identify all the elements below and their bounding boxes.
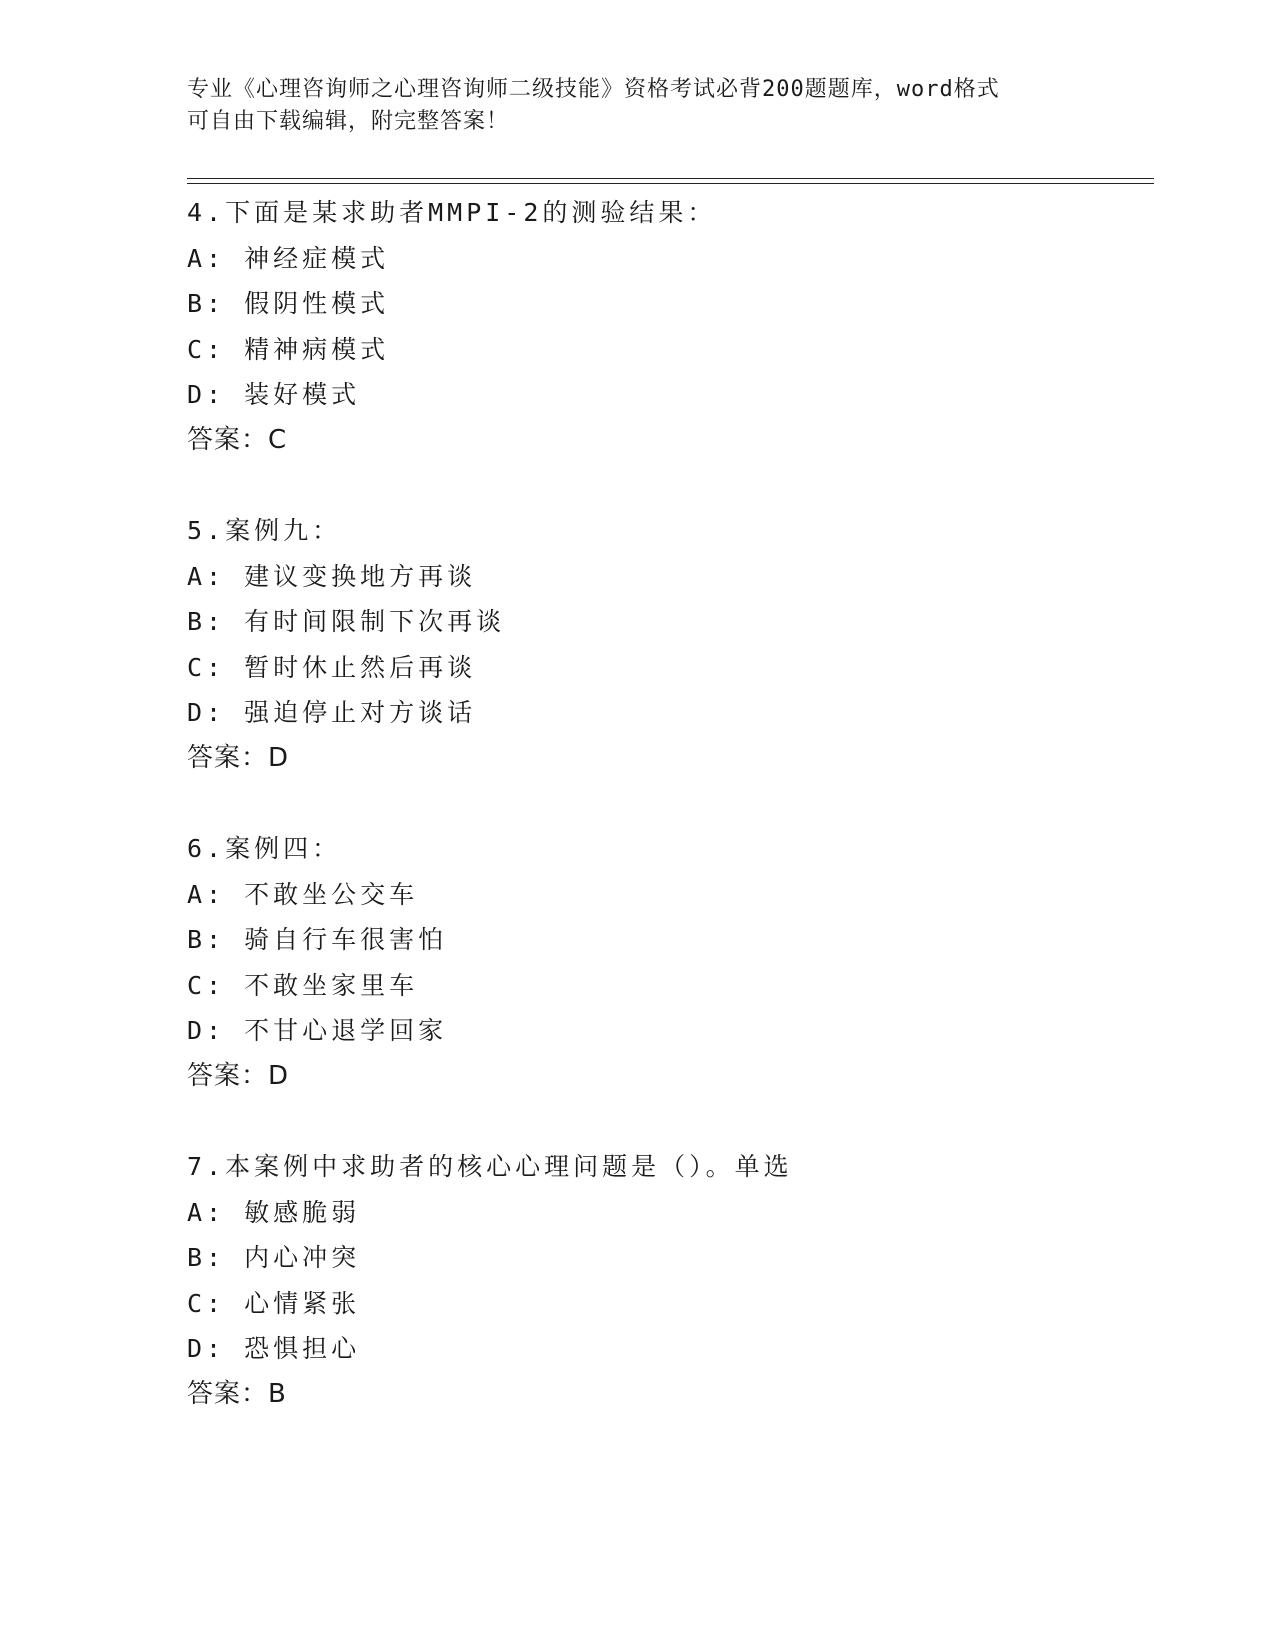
option-c: C: 心情紧张 xyxy=(187,1288,361,1318)
question-stem: 5.案例九： xyxy=(187,516,342,545)
header-line-2: 可自由下载编辑，附完整答案！ xyxy=(187,109,510,134)
question-item xyxy=(187,1144,1147,1417)
answer-line: 答案：C xyxy=(187,424,288,455)
option-c: C: 精神病模式 xyxy=(187,334,390,364)
question-item xyxy=(187,190,1147,463)
option-a: A: 敏感脆弱 xyxy=(187,1197,361,1227)
question-stem: 6.案例四： xyxy=(187,834,342,863)
question-item xyxy=(187,508,1147,781)
option-d: D: 恐惧担心 xyxy=(187,1334,361,1363)
answer-line: 答案：B xyxy=(187,1378,287,1409)
header-divider-bottom xyxy=(187,183,1154,184)
question-stem: 4.下面是某求助者MMPI-2的测验结果： xyxy=(187,198,717,227)
header-line-1: 专业《心理咨询师之心理咨询师二级技能》资格考试必背200题题库，word格式 xyxy=(187,77,1000,102)
question-stem: 7.本案例中求助者的核心心理问题是（）。单选 xyxy=(187,1152,793,1181)
option-b: B: 内心冲突 xyxy=(187,1243,361,1272)
option-d: D: 不甘心退学回家 xyxy=(187,1016,448,1045)
header-divider-top xyxy=(187,178,1154,179)
option-a: A: 建议变换地方再谈 xyxy=(187,561,477,591)
option-d: D: 装好模式 xyxy=(187,380,361,409)
option-a: A: 神经症模式 xyxy=(187,243,390,273)
option-b: B: 有时间限制下次再谈 xyxy=(187,607,506,636)
option-c: C: 不敢坐家里车 xyxy=(187,970,419,1000)
option-d: D: 强迫停止对方谈话 xyxy=(187,698,477,727)
option-a: A: 不敢坐公交车 xyxy=(187,879,419,909)
question-item xyxy=(187,826,1147,1099)
option-b: B: 骑自行车很害怕 xyxy=(187,925,448,954)
question-list xyxy=(187,190,1147,1462)
document-header xyxy=(187,74,1087,138)
option-c: C: 暂时休止然后再谈 xyxy=(187,652,477,682)
answer-line: 答案：D xyxy=(187,742,290,773)
option-b: B: 假阴性模式 xyxy=(187,289,390,318)
answer-line: 答案：D xyxy=(187,1060,290,1091)
